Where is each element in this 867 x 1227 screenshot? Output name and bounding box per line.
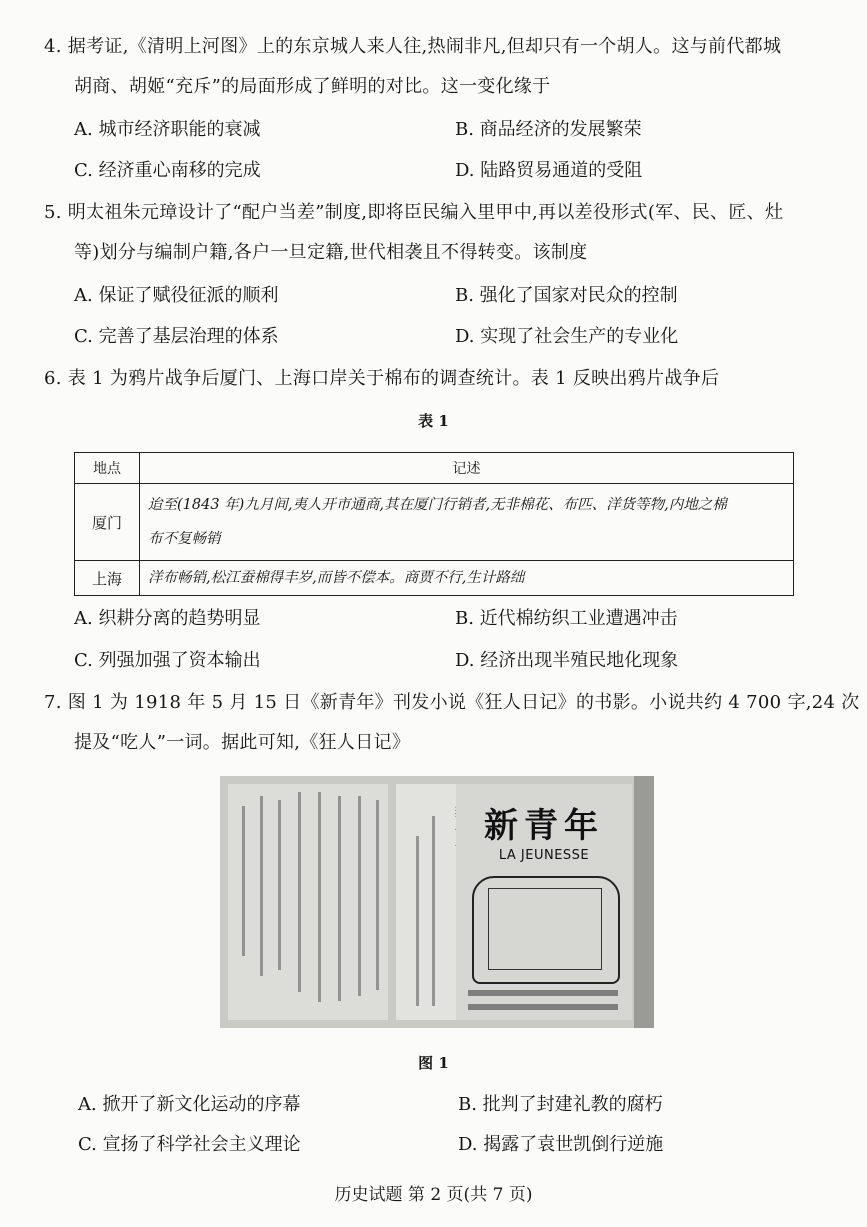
question-7-option-d: D. 揭露了袁世凯倒行逆施 xyxy=(458,1134,664,1155)
question-4-stem-line1: 4. 据考证,《清明上河图》上的东京城人来人往,热闹非凡,但却只有一个胡人。这与前代都城 xyxy=(44,36,782,57)
question-7-option-b: B. 批判了封建礼教的腐朽 xyxy=(458,1094,663,1115)
cover-subtitle: LA JEUNESSE xyxy=(498,848,590,863)
question-4-option-c: C. 经济重心南移的完成 xyxy=(74,160,261,181)
question-6-stem: 6. 表 1 为鸦片战争后厦门、上海口岸关于棉布的调查统计。表 1 反映出鸦片战争后 xyxy=(44,368,720,389)
question-4-option-d: D. 陆路贸易通道的受阻 xyxy=(455,160,643,181)
text-column-mark xyxy=(318,792,321,1002)
text-column-mark xyxy=(338,796,341,1001)
survey-table xyxy=(74,452,794,596)
figure-caption: 图 1 xyxy=(418,1054,449,1072)
cover-title: 新青年 xyxy=(484,806,604,846)
question-7-stem-line1: 7. 图 1 为 1918 年 5 月 15 日《新青年》刊发小说《狂人日记》的书影。小说共约 4 700 字,24 次 xyxy=(44,692,860,713)
question-4-option-b: B. 商品经济的发展繁荣 xyxy=(455,119,642,140)
text-column-mark xyxy=(376,800,379,990)
table-row xyxy=(75,561,794,596)
photo-story-page xyxy=(396,784,456,1020)
text-column-mark xyxy=(278,800,281,970)
photo-left-page xyxy=(228,784,388,1020)
table-caption: 表 1 xyxy=(418,412,449,430)
question-6-option-a: A. 织耕分离的趋势明显 xyxy=(74,608,261,629)
record-line: 洋布畅销,松江蚕棉得丰岁,而皆不偿本。商贾不行,生计路绌 xyxy=(148,570,525,586)
table-cell-record xyxy=(140,484,794,561)
question-4-stem-line2: 胡商、胡姬“充斥”的局面形成了鲜明的对比。这一变化缘于 xyxy=(74,76,551,97)
text-column-mark xyxy=(260,796,263,976)
table-row xyxy=(75,484,794,561)
magazine-photo xyxy=(220,776,654,1028)
question-7-option-a: A. 掀开了新文化运动的序幕 xyxy=(78,1094,301,1115)
photo-edge-strip xyxy=(634,776,654,1028)
table-cell-record xyxy=(140,561,794,596)
question-6-option-c: C. 列强加强了资本输出 xyxy=(74,650,261,671)
question-6-option-d: D. 经济出现半殖民地化现象 xyxy=(455,650,679,671)
table-cell-place: 上海 xyxy=(75,561,140,596)
question-6-option-b: B. 近代棉纺织工业遭遇冲击 xyxy=(455,608,678,629)
table-cell-place: 厦门 xyxy=(75,484,140,561)
cover-contents-box xyxy=(488,888,602,970)
record-line: 迨至(1843 年)九月间,夷人开市通商,其在厦门行销者,无非棉花、布匹、洋货等物,内地之棉 xyxy=(148,497,727,513)
question-5-option-d: D. 实现了社会生产的专业化 xyxy=(455,326,679,347)
question-5-option-a: A. 保证了赋役征派的顺利 xyxy=(74,285,279,306)
cover-imprint-line xyxy=(468,1004,618,1010)
table-header-record: 记述 xyxy=(140,453,794,484)
text-column-mark xyxy=(242,806,245,956)
question-5-stem-line1: 5. 明太祖朱元璋设计了“配户当差”制度,即将臣民编入里甲中,再以差役形式(军、民、匠、灶 xyxy=(44,202,784,223)
record-line: 布不复畅销 xyxy=(148,531,221,547)
question-4-option-a: A. 城市经济职能的衰减 xyxy=(74,119,261,140)
page-footer: 历史试题 第 2 页(共 7 页) xyxy=(334,1185,533,1205)
text-column-mark xyxy=(298,792,301,992)
table-header-row xyxy=(75,453,794,484)
cover-imprint-line xyxy=(468,990,618,996)
question-7-option-c: C. 宣扬了科学社会主义理论 xyxy=(78,1134,301,1155)
question-7-stem-line2: 提及“吃人”一词。据此可知,《狂人日记》 xyxy=(74,732,411,753)
question-5-option-b: B. 强化了国家对民众的控制 xyxy=(455,285,678,306)
text-column-mark xyxy=(432,816,435,1006)
table-header-place: 地点 xyxy=(75,453,140,484)
question-5-option-c: C. 完善了基层治理的体系 xyxy=(74,326,279,347)
text-column-mark xyxy=(358,796,361,996)
text-column-mark xyxy=(416,836,419,1006)
question-5-stem-line2: 等)划分与编制户籍,各户一旦定籍,世代相袭且不得转变。该制度 xyxy=(74,242,588,263)
